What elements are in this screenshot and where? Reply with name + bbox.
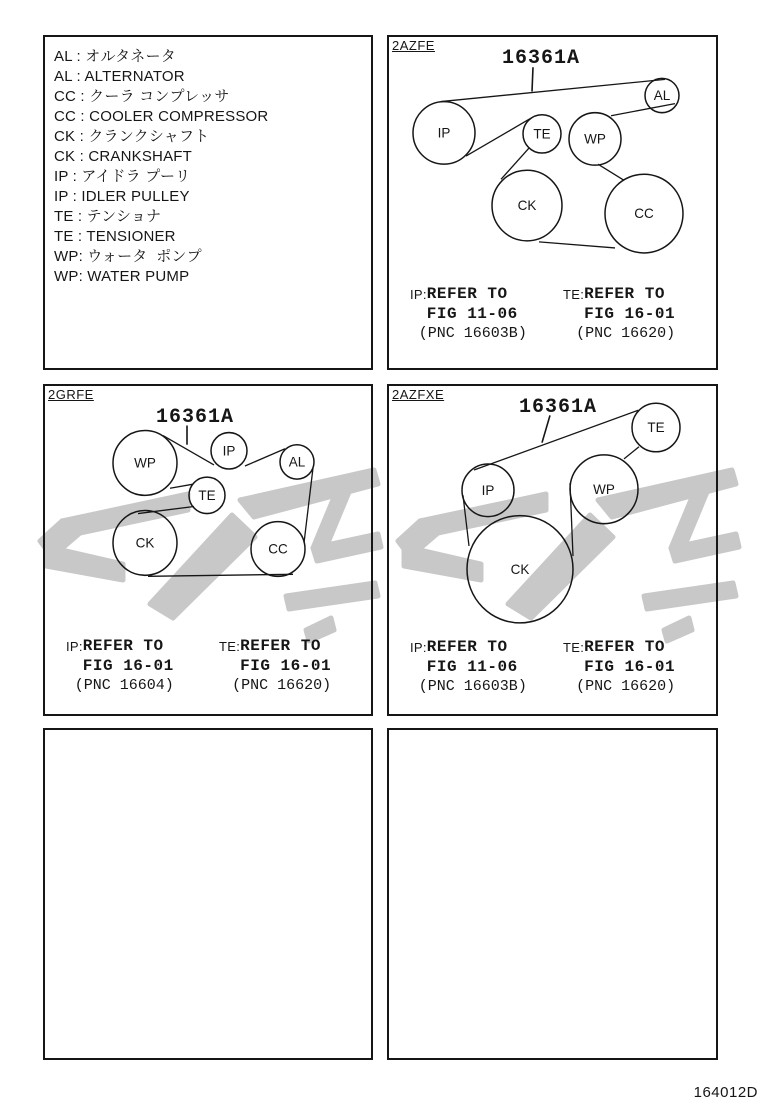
ref-line: (PNC 16603B) <box>418 678 527 695</box>
legend-panel <box>43 35 373 370</box>
ref-note <box>66 636 174 696</box>
ref-note <box>563 637 675 697</box>
ref-line: REFER TO <box>82 637 164 655</box>
pulley-label: AL <box>653 88 671 104</box>
legend-item: WP: ウォータ ポンプ <box>54 248 202 265</box>
legend-item: IP : アイドラ プーリ <box>54 168 191 185</box>
legend-item: IP : IDLER PULLEY <box>54 188 190 205</box>
engine-code-label: 2GRFE <box>48 387 94 402</box>
leader-line <box>542 415 550 442</box>
pulley-label: TE <box>647 419 665 436</box>
pulley-label: CK <box>135 535 155 551</box>
ref-line: REFER TO <box>426 285 508 303</box>
part-number-label: 16361A <box>501 47 581 70</box>
belt-line <box>501 148 529 179</box>
pulley-label: IP <box>222 443 236 459</box>
ref-line: (PNC 16604) <box>74 677 174 694</box>
ref-line: (PNC 16620) <box>576 678 676 695</box>
leader-line <box>532 67 533 91</box>
ref-line: (PNC 16620) <box>232 677 332 694</box>
pulley-label: CK <box>517 198 537 214</box>
ref-line: FIG 16-01 <box>584 658 676 676</box>
belt-line <box>466 119 530 156</box>
diagram-panel-2grfe <box>43 384 373 716</box>
part-number-label: 16361A <box>518 396 598 419</box>
ref-prefix: IP: <box>66 639 83 654</box>
belt-line <box>441 79 665 101</box>
pulley-label: IP <box>437 125 451 141</box>
empty-panel <box>43 728 373 1060</box>
belt-line <box>539 242 615 248</box>
legend-item: TE : テンショナ <box>54 208 162 225</box>
ref-line: REFER TO <box>240 637 321 655</box>
ref-prefix: IP: <box>410 287 427 302</box>
belt-line <box>624 447 639 459</box>
ref-note <box>563 284 675 344</box>
page-code: 164012D <box>693 1084 758 1101</box>
belt-line <box>611 104 675 116</box>
diagram-panel-2azfe <box>387 35 718 370</box>
ref-line: FIG 11-06 <box>426 305 518 323</box>
empty-panel <box>387 728 718 1060</box>
ref-line: REFER TO <box>584 638 665 656</box>
pulley-label: AL <box>288 454 306 470</box>
legend-item: AL : ALTERNATOR <box>54 68 185 85</box>
ref-line: FIG 16-01 <box>82 657 174 675</box>
legend-item: CC : クーラ コンプレッサ <box>54 88 230 105</box>
legend-list <box>45 37 371 287</box>
belt-line <box>598 164 624 180</box>
belt-line <box>170 484 193 488</box>
legend-item: CC : COOLER COMPRESSOR <box>54 108 269 125</box>
legend-item: WP: WATER PUMP <box>54 268 190 285</box>
part-number-label: 16361A <box>155 406 235 429</box>
legend-item: AL : オルタネータ <box>54 48 176 65</box>
ref-prefix: TE: <box>563 640 585 655</box>
pulley-label: WP <box>593 481 615 497</box>
ref-note <box>219 636 331 696</box>
legend-item: CK : CRANKSHAFT <box>54 148 193 165</box>
ref-line: FIG 16-01 <box>240 657 332 675</box>
ref-line: REFER TO <box>426 638 508 656</box>
ref-note <box>410 637 527 697</box>
ref-line: FIG 16-01 <box>584 305 676 323</box>
belt-line <box>163 436 214 465</box>
belt-line <box>245 449 285 466</box>
diagram-panel-2azfxe <box>387 384 718 716</box>
legend-item: TE : TENSIONER <box>54 228 176 245</box>
ref-prefix: IP: <box>410 640 427 655</box>
ref-prefix: TE: <box>563 287 585 302</box>
ref-line: FIG 11-06 <box>426 658 518 676</box>
pulley-label: CC <box>634 206 654 222</box>
pulley-label: TE <box>533 126 551 142</box>
ref-line: (PNC 16603B) <box>418 325 527 342</box>
legend-item: CK : クランクシャフト <box>54 128 210 145</box>
belt-line <box>474 410 638 470</box>
pulley-label: CC <box>268 541 288 557</box>
engine-code-label: 2AZFXE <box>392 387 445 402</box>
belt-line <box>304 468 313 543</box>
pulley-label: CK <box>510 561 530 577</box>
ref-note <box>410 284 527 344</box>
pulley-label: WP <box>134 455 156 471</box>
pulley-label: TE <box>198 487 216 503</box>
pulley-label: IP <box>481 482 495 498</box>
ref-line: REFER TO <box>584 285 665 303</box>
ref-line: (PNC 16620) <box>576 325 676 342</box>
pulley-label: WP <box>584 131 606 147</box>
engine-code-label: 2AZFE <box>392 38 435 53</box>
ref-prefix: TE: <box>219 639 241 654</box>
